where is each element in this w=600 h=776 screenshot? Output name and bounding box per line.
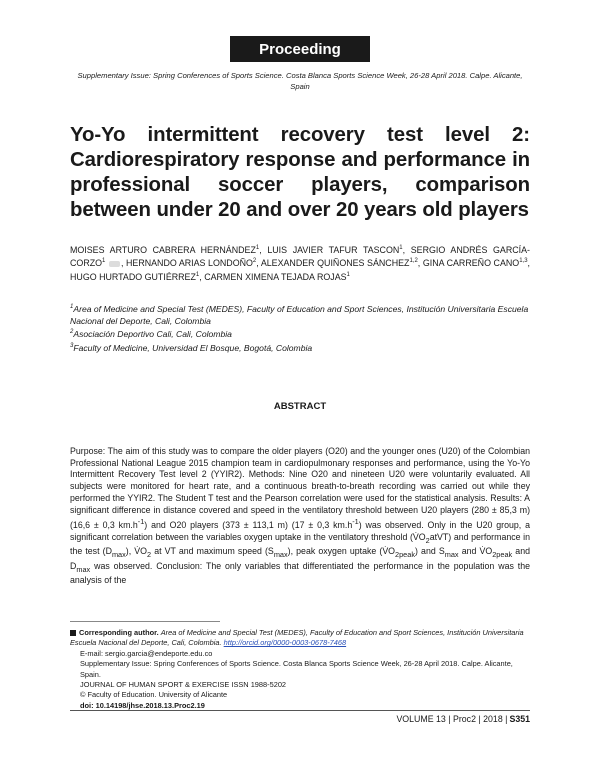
footnote-doi[interactable]: doi: 10.14198/jhse.2018.13.Proc2.19 (80, 700, 205, 710)
affiliation-list (70, 304, 530, 356)
author-affil-sup: 1 (195, 271, 200, 278)
author-name: CARMEN XIMENA TEJADA ROJAS (204, 271, 347, 282)
author-name: MOISES ARTURO CABRERA HERNÁNDEZ (70, 245, 256, 255)
author-name: HUGO HURTADO GUTIÉRREZ (70, 271, 196, 282)
author-name: SERGIO ANDRÉS GARCÍA-CORZO (70, 245, 530, 269)
affiliation-item: $^2$Asociación Deportivo Cali, Cali, Colombia (70, 329, 232, 340)
affiliation-item: $^3$Faculty of Medicine, Universidad El Bosque, Bogotá, Colombia (70, 342, 313, 353)
supplementary-issue-note: Supplementary Issue: Spring Conferences of Sports Science. Costa Blanca Sports Science Week, 26-28 April 2018. Calpe. Alicante, Spain (77, 71, 523, 91)
footnote (70, 628, 530, 711)
author-name: ALEXANDER QUIÑONES SÁNCHEZ (260, 258, 410, 269)
corresponding-author: Corresponding author. Area of Medicine and Special Test (MEDES), Faculty of Education and Sport Sciences, Institución Universitaria Escuela Nacional del Deporte, Cali, Colombia. http://orcid.org/0000-0003-0678-7468 (70, 628, 524, 648)
abstract-body: Purpose: The aim of this study was to compare the older players (O20) and the younger ones (U20) of the Colombian Professional National League 2015 champion team in cardiopulmonary responses and performance, using the Yo-Yo Intermittent Recovery Test level 2 (YYIR2). Methods: Nine O20 and nineteen U20 were voluntarily evaluated. All subjects were monitored for heart rate, and a continuous breath-to-breath recording was carried out while they performed the YYIR2. The Student T test and the Pearson correlation were used for the statistical analysis. Results: A significant difference in distance covered and speed in the ventilatory threshold between U20 players (280 ± 85,3 m) (16,6 ± 0,3 $km.h^{-1}$) and O20 players (373 ± 113,1 m) (17 ± 0,3 $km.h^{-1}$) was observed. Only in the U20 group, a significant correlation between the variables oxygen uptake in the ventilatory threshold $(V̇O_2atVT)$ and performance in the test $(D_{max})$, $V̇O_2$ at VT and maximum speed $(S_{max})$, peak oxygen uptake $(V̇O_{2peak})$ and $S_{max}$ and $V̇O_{2peak}$ and $D_{max}$ was observed. Conclusion: The only variables that differentiated the performance in the population was the analysis of the (70, 446, 530, 586)
author-affil-sup: 1,3 (519, 258, 528, 265)
page-number: S351 (509, 714, 530, 724)
affiliation-item: $^1$Area of Medicine and Special Test (MEDES), Faculty of Education and Sport Sciences, Institución Universitaria Escuela Nacional del Deporte, Cali, Colombia (70, 304, 529, 326)
author-affil-sup: 1,2 (409, 258, 418, 265)
bullet-square-icon (70, 630, 76, 636)
author-affil-sup: 1 (102, 258, 106, 265)
page-footer (396, 714, 530, 724)
volume-info: VOLUME 13 | Proc2 | 2018 | (396, 714, 508, 724)
author-affil-sup: 1 (346, 271, 350, 278)
footnote-divider (70, 621, 220, 622)
section-tag: Proceeding (230, 36, 370, 62)
abstract-heading: ABSTRACT (273, 401, 327, 412)
author-name: GINA CARREÑO CANO (422, 258, 520, 269)
author-list: MOISES ARTURO CABRERA HERNÁNDEZ$^1$, LUIS JAVIER TAFUR TASCON$^1$, SERGIO ANDRÉS GARCÍA-CORZO$^1$ , HERNANDO ARIAS LONDOÑO$^2$, ALEXANDER QUIÑONES SÁNCHEZ$^{1,2}$, GINA CARREÑO CANO$^{1,3}$, HUGO HURTADO GUTIÉRREZ$^1$, CARMEN XIMENA TEJADA ROJAS$^1$ (70, 245, 530, 282)
footnote-email: E-mail: sergio.garcia@endeporte.edu.co (80, 648, 213, 658)
author-affil-sup: 2 (252, 258, 257, 265)
author-affil-sup: 1 (399, 245, 403, 252)
author-name: HERNANDO ARIAS LONDOÑO (125, 258, 253, 269)
author-name: LUIS JAVIER TAFUR TASCON (267, 245, 400, 255)
article-title: Yo-Yo intermittent recovery test level 2: Cardiorespiratory response and performance in professional soccer players, comparison between under 20 and over 20 years old players (70, 124, 530, 221)
author-affil-sup: 1 (255, 245, 260, 252)
orcid-link[interactable]: http://orcid.org/0000-0003-0678-7468 (223, 638, 347, 648)
orcid-icon[interactable] (109, 261, 120, 267)
footnote-journal: JOURNAL OF HUMAN SPORT & EXERCISE ISSN 1988-5202 (80, 680, 287, 690)
page-footer-divider (70, 710, 530, 711)
footnote-supplementary: Supplementary Issue: Spring Conferences of Sports Science. Costa Blanca Sports Science Week, 26-28 April 2018. Calpe. Alicante, Spain. (80, 659, 513, 679)
footnote-copyright: © Faculty of Education. University of Alicante (80, 690, 228, 700)
